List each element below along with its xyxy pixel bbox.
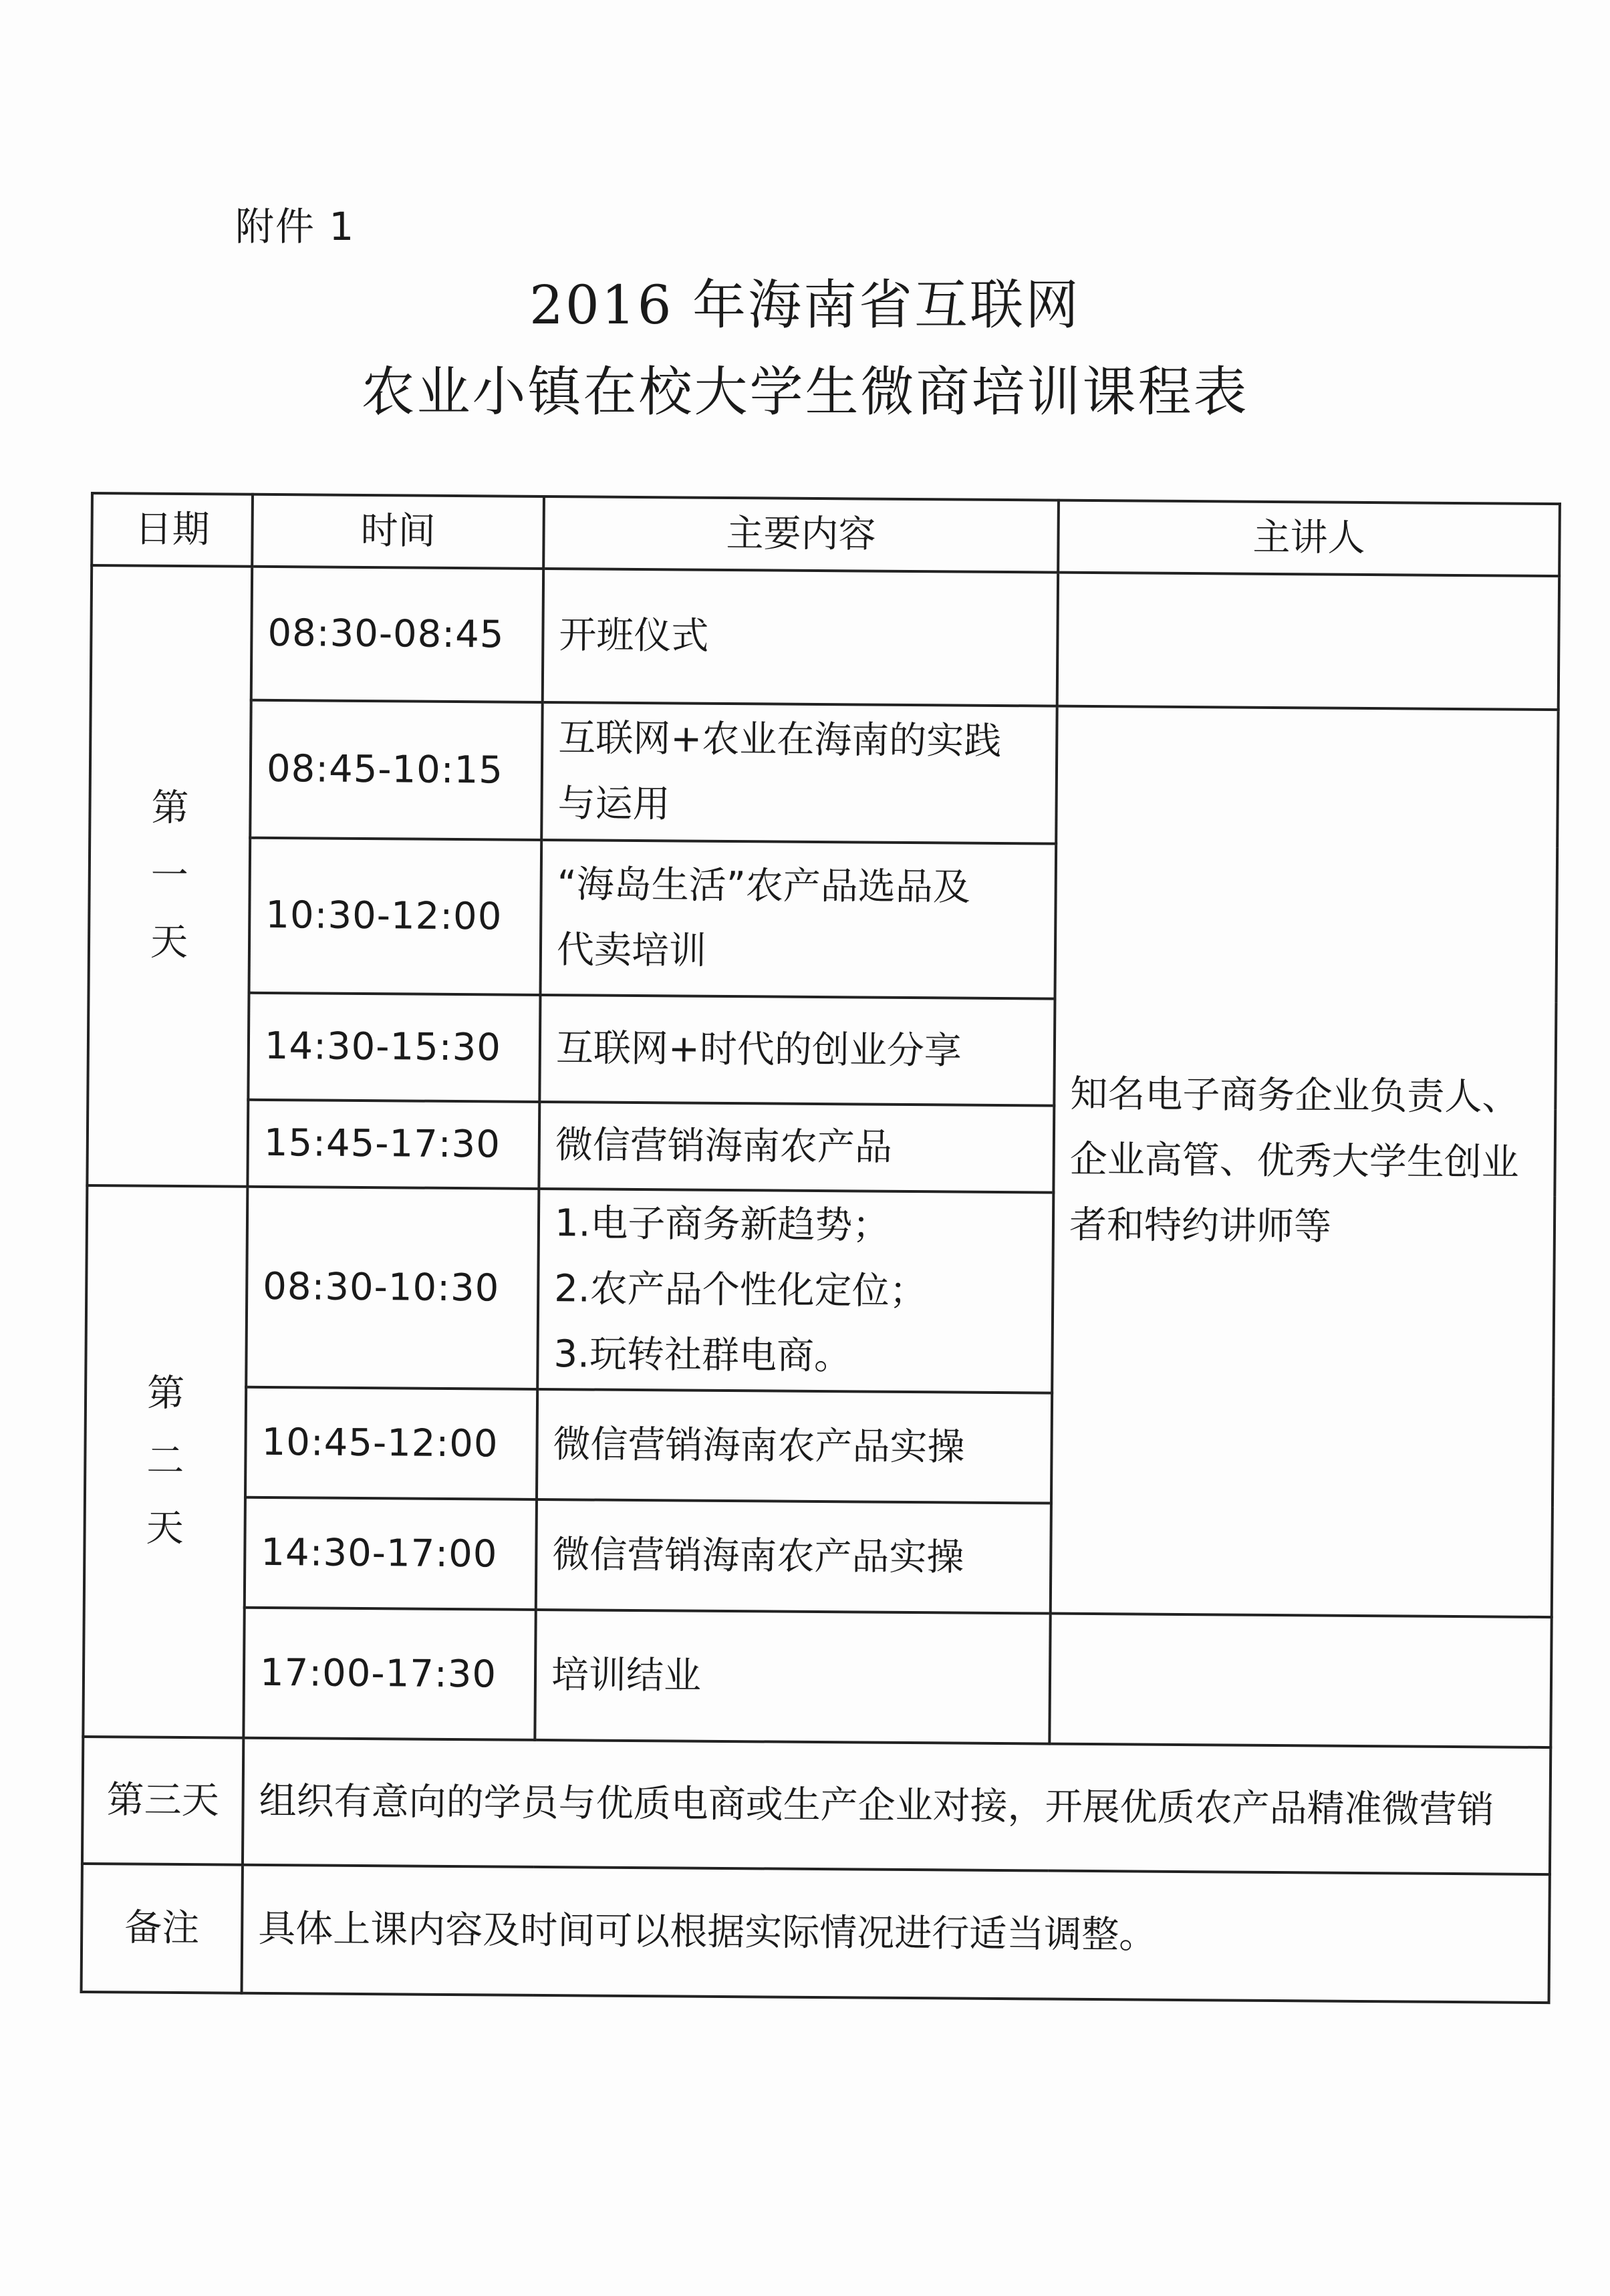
content-line: 微信营销海南农产品: [555, 1123, 893, 1169]
day2-char: 第: [146, 1371, 185, 1416]
time-cell: 08:30-10:30: [246, 1187, 539, 1389]
day2-cell: [83, 1185, 247, 1738]
content-line: 微信营销海南农产品实操: [553, 1422, 965, 1469]
day3-label: 第三天: [82, 1737, 243, 1865]
time-cell: 08:30-08:45: [251, 567, 543, 702]
day2-char: 天: [146, 1506, 184, 1550]
table-header-row: [92, 493, 1560, 576]
content-line: 2.农产品个性化定位；: [554, 1267, 927, 1314]
remark-label: 备注: [82, 1864, 243, 1993]
content-line: 与运用: [557, 782, 670, 827]
content-line: “海岛生活”农产品选品及: [557, 863, 970, 909]
course-schedule-table: [80, 492, 1561, 2004]
content-cell: [536, 1499, 1051, 1614]
content-cell: [539, 995, 1055, 1106]
content-cell: [539, 1102, 1054, 1193]
day1-char: 第: [151, 786, 189, 830]
header-speaker: 主讲人: [1058, 500, 1560, 576]
header-date: 日期: [92, 493, 253, 567]
content-line: 开班仪式: [559, 613, 709, 658]
time-cell: 15:45-17:30: [247, 1100, 539, 1189]
content-line: 互联网+时代的创业分享: [555, 1026, 962, 1073]
remark-row: [82, 1864, 1550, 2003]
speaker-line: 企业高管、优秀大学生创业: [1069, 1137, 1519, 1185]
day1-char: 一: [150, 853, 189, 897]
content-line: 互联网+农业在海南的实践: [558, 716, 1002, 763]
day3-row: [82, 1737, 1551, 1874]
content-cell: [537, 1189, 1053, 1393]
content-cell: [535, 1610, 1050, 1744]
time-cell: 17:00-17:30: [243, 1608, 535, 1740]
document-title-line1: 2016 年海南省互联网: [529, 274, 1081, 336]
speaker-cell-empty: [1057, 573, 1559, 710]
table-row: [91, 565, 1559, 710]
content-line: 培训结业: [551, 1653, 702, 1698]
content-line: 3.玩转社群电商。: [553, 1332, 852, 1379]
content-line: 代卖培训: [556, 928, 707, 973]
speaker-line: 知名电子商务企业负责人、: [1070, 1072, 1520, 1119]
content-cell: [541, 702, 1057, 844]
remark-text: 具体上课内容及时间可以根据实际情况进行适当调整。: [242, 1865, 1550, 2003]
time-cell: 10:30-12:00: [249, 838, 542, 995]
document-title-line2: 农业小镇在校大学生微商培训课程表: [361, 361, 1249, 423]
table-row: [83, 1606, 1551, 1747]
day1-cell: [87, 565, 252, 1187]
content-cell: [537, 1389, 1052, 1503]
day3-text: 组织有意向的学员与优质电商或生产企业对接，开展优质农产品精准微营销: [243, 1738, 1551, 1874]
day2-char: 二: [146, 1439, 184, 1483]
header-content: 主要内容: [543, 496, 1059, 573]
speaker-line: 者和特约讲师等: [1069, 1203, 1332, 1249]
speaker-cell-empty: [1049, 1614, 1551, 1747]
content-line: 1.电子商务新趋势；: [554, 1201, 890, 1248]
time-cell: 14:30-17:00: [245, 1497, 537, 1610]
content-line: 微信营销海南农产品实操: [552, 1532, 964, 1580]
table-row: [90, 699, 1558, 847]
day1-char: 天: [150, 921, 188, 965]
content-cell: [543, 569, 1058, 706]
time-cell: 14:30-15:30: [248, 993, 540, 1102]
attachment-label: 附件 1: [235, 204, 356, 249]
content-cell: [540, 840, 1056, 999]
speaker-cell: [1051, 706, 1559, 1617]
header-time: 时间: [252, 494, 544, 569]
time-cell: 08:45-10:15: [250, 700, 542, 840]
time-cell: 10:45-12:00: [245, 1387, 537, 1499]
